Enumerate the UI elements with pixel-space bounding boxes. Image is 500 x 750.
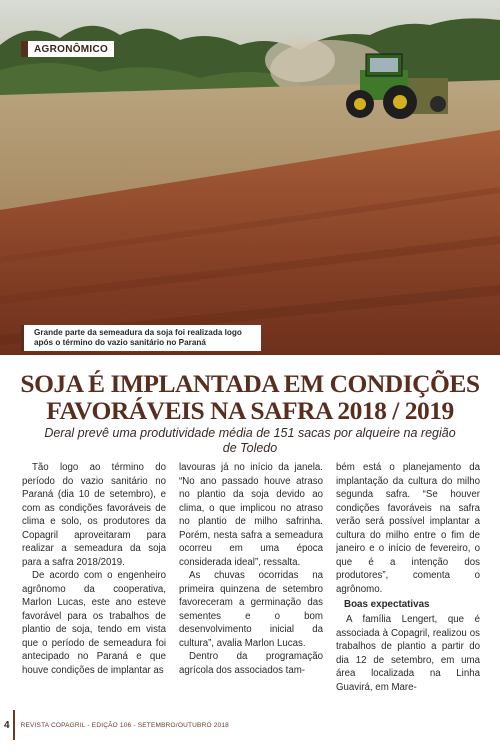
article-title-line1: SOJA É IMPLANTADA EM CONDIÇÕES [20, 369, 480, 398]
article-title-line2: FAVORÁVEIS NA SAFRA 2018 / 2019 [46, 396, 454, 425]
photo-caption [21, 325, 261, 351]
article-column-3 [336, 461, 480, 711]
article-body [22, 461, 480, 711]
paragraph: De acordo com o engenheiro agrônomo da cooperativa, Marlon Lucas, este ano esteve favorável para os trabalhos de plantio de soja, tendo em vista que o período de semeadura foi antecipado no Paraná e que houve condições de implantar as [22, 570, 166, 676]
paragraph: As chuvas ocorridas na primeira quinzena de setembro favoreceram a germinação das sementes e o bom desenvolvimento inicial da cultura”, avalia Marlon Lucas. [179, 570, 323, 649]
page-number: 4 [4, 719, 10, 731]
paragraph: A família Lengert, que é associada à Copagril, realizou os trabalhos de plantio a partir do dia 12 de setembro, em uma área localizada na Linha Guavirá, em Mare- [336, 614, 480, 693]
paragraph: bém está o planejamento da implantação da cultura do milho segunda safra. “Se houver condições favoráveis na safra verão será possível implantar a cultura do milho entre o fim de janeiro e o início de fevereiro, o que é a intenção dos produtores”, comenta o agrônomo. [336, 462, 480, 595]
section-label: AGRONÔMICO [34, 43, 109, 55]
article-title [0, 370, 500, 424]
section-tag [21, 41, 114, 57]
section-heading: Boas expectativas [344, 599, 430, 610]
paragraph: Tão logo ao término do período do vazio sanitário no Paraná (dia 10 de setembro), e com as condições favoráveis de clima e solo, os produtores da Copagril aproveitaram para realizar a semeadura da soja para a safra 2018/2019. [22, 462, 166, 568]
page-footer [0, 715, 500, 735]
article-column-2 [179, 461, 323, 711]
footer-divider [13, 710, 15, 740]
paragraph: lavouras já no início da janela. “No ano passado houve atraso no plantio da soja devido ao clima, o que implicou no atraso no plantio de milho safrinha. Porém, nesta safra a semeadura ocorreu em uma época considerada ideal”, ressalta. [179, 462, 323, 568]
photo-caption-text: Grande parte da semeadura da soja foi realizada logo após o término do vazio sanitário no Paraná [34, 328, 242, 347]
article-subtitle [40, 426, 460, 456]
section-tag-mark [21, 41, 28, 57]
article-column-1 [22, 461, 166, 711]
paragraph: Dentro da programação agrícola dos associados tam- [179, 651, 323, 676]
publication-info: REVISTA COPAGRIL - EDIÇÃO 106 - SETEMBRO/OUTUBRO 2018 [20, 721, 229, 729]
article-subtitle-text: Deral prevê uma produtividade média de 151 sacas por alqueire na região de Toledo [44, 426, 456, 455]
